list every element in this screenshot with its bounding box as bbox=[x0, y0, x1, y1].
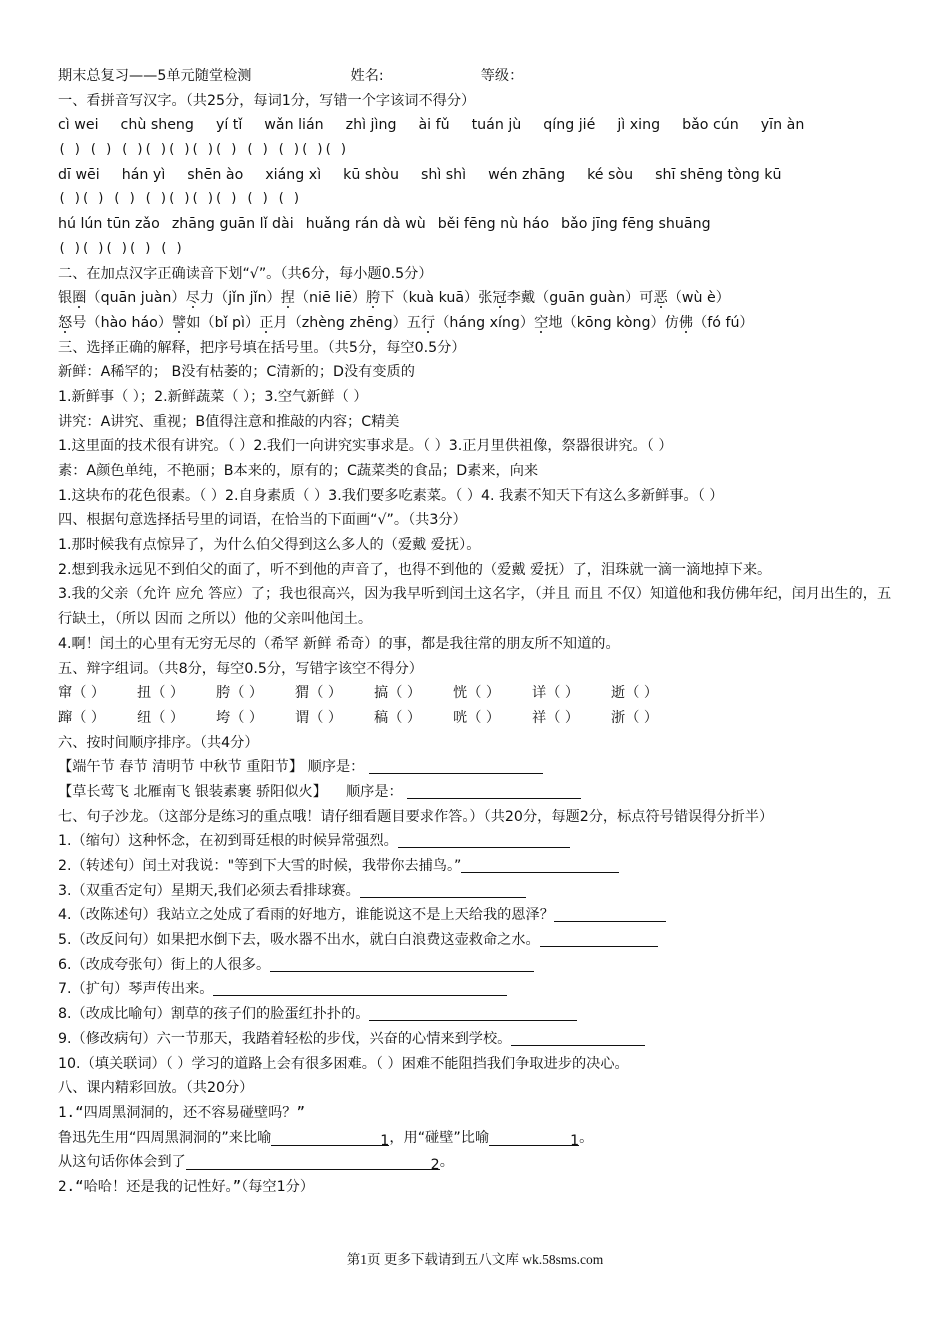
s7-q5-text: 5.（改反问句）如果把水倒下去，吸水器不出水，就白白浪费这壶救命之水。 bbox=[58, 932, 540, 949]
pinyin-item: ài fǔ bbox=[418, 117, 450, 134]
dotted-character: 冠 bbox=[492, 290, 507, 307]
pinyin-item: ké sòu bbox=[587, 166, 634, 183]
pinyin-item: yí tǐ bbox=[215, 117, 243, 134]
word-group-blank[interactable]: 恍（ ） bbox=[453, 685, 501, 702]
s8-q1-line-a bbox=[58, 1126, 898, 1151]
s8-q1a-blank[interactable] bbox=[271, 1129, 390, 1149]
reading-item-options: （quān juàn） bbox=[86, 290, 186, 307]
reading-item[interactable] bbox=[281, 290, 366, 306]
dotted-character: 譬 bbox=[172, 314, 187, 331]
s3-jiangjiu-definitions: 讲究：A讲究、重视；B值得注意和推敲的内容；C精美 bbox=[58, 413, 400, 430]
pinyin-item: xiáng xì bbox=[265, 166, 322, 183]
reading-item-prefix: 仿 bbox=[664, 314, 679, 331]
s4-question-2[interactable]: 2.想到我永远见不到伯父的面了，听不到他的声音了，也得不到他的（爱戴 爱抚）了，泪珠就一滴一滴地掉下来。 bbox=[58, 561, 772, 578]
reading-item-options: 下（kuà kuā） bbox=[380, 290, 479, 307]
reading-item-options: 李戴（guān guàn） bbox=[506, 290, 640, 307]
name-label: 姓名: bbox=[350, 68, 384, 84]
dotted-character: 正 bbox=[259, 314, 274, 331]
s6-heading: 六、按时间顺序排序。（共4分） bbox=[58, 734, 259, 751]
s6-order-label-1: 顺序是： bbox=[307, 759, 365, 776]
s7-q1 bbox=[58, 829, 898, 854]
s5-heading: 五、辩字组词。（共8分，每空0.5分，写错字该空不得分） bbox=[58, 660, 423, 677]
dotted-character: 捏 bbox=[280, 290, 295, 307]
dotted-character: 圈 bbox=[72, 290, 87, 307]
s6-answer-blank-1[interactable] bbox=[369, 757, 543, 774]
s3-xinxian-questions[interactable]: 1.新鲜事（ ）；2.新鲜蔬菜（ ）；3.空气新鲜（ ） bbox=[58, 388, 368, 405]
word-group-blank[interactable]: 祥（ ） bbox=[532, 709, 580, 726]
word-group-blank[interactable]: 稿（ ） bbox=[374, 709, 422, 726]
pinyin-item: huǎng rán dà wù bbox=[305, 216, 426, 233]
s8-q1c-score: 2 bbox=[430, 1157, 440, 1174]
header-line bbox=[58, 64, 898, 89]
s7-q6 bbox=[58, 953, 898, 978]
word-group-blank[interactable]: 咣（ ） bbox=[453, 709, 501, 726]
reading-item[interactable] bbox=[407, 315, 534, 331]
pinyin-item: bǎo cún bbox=[682, 117, 739, 134]
s7-q9-text: 9.（修改病句）六一节那天，我踏着轻松的步伐，兴奋的心情来到学校。 bbox=[58, 1030, 512, 1047]
s3-su-definitions: 素：A颜色单纯，不艳丽；B本来的，原有的；C蔬菜类的食品；D素来，向来 bbox=[58, 463, 539, 479]
pinyin-item: shì shì bbox=[420, 166, 467, 183]
s6-item-2 bbox=[58, 780, 898, 805]
s8-q1a-mid: ，用“碰壁”比喻 bbox=[389, 1129, 490, 1146]
s8-q1b-text: 从这句话你体会到了 bbox=[58, 1154, 186, 1171]
s7-q4-text: 4.（改陈述句）我站立之处成了看雨的好地方，谁能说这不是上天给我的恩泽？ bbox=[58, 907, 554, 924]
word-group-blank[interactable]: 扭（ ） bbox=[137, 685, 185, 702]
s7-q5 bbox=[58, 928, 898, 953]
s7-q1-text: 1.（缩句）这种怀念，在初到哥廷根的时候异常强烈。 bbox=[58, 833, 398, 850]
grade-label: 等级： bbox=[480, 68, 524, 84]
document bbox=[58, 64, 898, 1200]
dotted-character: 行 bbox=[421, 314, 436, 331]
s6-item-1 bbox=[58, 755, 898, 780]
s7-q3-text: 3.（双重否定句）星期天,我们必须去看排球赛。 bbox=[58, 882, 360, 899]
reading-item-prefix: 银 bbox=[58, 290, 73, 307]
pinyin-item: tuán jù bbox=[471, 117, 522, 134]
s3-jiangjiu-questions[interactable]: 1.这里面的技术很有讲究。（ ）2.我们一向讲究实事求是。（ ）3.正月里供祖像，祭器很讲究。（ ） bbox=[58, 438, 673, 455]
dotted-character: 尽 bbox=[185, 290, 200, 307]
reading-item[interactable] bbox=[366, 290, 478, 306]
word-group-blank[interactable]: 胯（ ） bbox=[216, 685, 264, 702]
pinyin-item: jì xing bbox=[617, 117, 661, 134]
s7-heading: 七、句子沙龙。（这部分是练习的重点哦！请仔细看题目要求作答。）（共20分，每题2分，标点符号错误得分折半） bbox=[58, 808, 774, 825]
reading-item-options: （háng xíng） bbox=[435, 314, 535, 331]
s3-su-questions[interactable]: 1.这块布的花色很素。（ ）2.自身素质（ ）3.我们要多吃素菜。（ ）4. 我素不知天下有这么多新鲜事。（ ） bbox=[58, 487, 724, 504]
s8-q1b-score: 1 bbox=[570, 1132, 580, 1149]
word-group-blank[interactable]: 蹿（ ） bbox=[58, 709, 106, 726]
pinyin-item: dī wēi bbox=[58, 166, 100, 183]
s1-pinyin-row-2 bbox=[58, 163, 898, 188]
s1-answer-row-2[interactable]: ( )( ) ( ) ( )( )( )( ) ( ) ( ) bbox=[58, 191, 301, 207]
word-group-blank[interactable]: 垮（ ） bbox=[216, 709, 264, 726]
reading-item-options: 如（bǐ pì） bbox=[186, 314, 260, 331]
reading-item-options: （niē liē） bbox=[294, 290, 367, 307]
word-group-blank[interactable]: 纽（ ） bbox=[137, 709, 185, 726]
s7-q2 bbox=[58, 854, 898, 879]
reading-item-prefix: 可 bbox=[639, 290, 654, 307]
pinyin-item: hú lún tūn zǎo bbox=[58, 216, 160, 233]
s2-heading: 二、在加点汉字正确读音下划“√”。（共6分，每小题0.5分） bbox=[58, 265, 433, 282]
s7-q7 bbox=[58, 977, 898, 1002]
s5-row-2[interactable] bbox=[58, 706, 898, 731]
pinyin-item: wǎn lián bbox=[264, 117, 324, 134]
s4-question-3[interactable]: 3.我的父亲（允许 应允 答应）了；我也很高兴，因为我早听到闰土这名字，（并且 而且 不仅）知道他和我仿佛年纪，闰月出生的，五行缺土，（所以 因而 之所以）他的父亲叫他闰土。 bbox=[58, 586, 892, 628]
s1-pinyin-row-3 bbox=[58, 212, 898, 237]
pinyin-item: zhāng guān lǐ dài bbox=[171, 216, 294, 233]
dotted-character: 空 bbox=[534, 314, 549, 331]
s4-question-1[interactable]: 1.那时候我有点惊异了，为什么伯父得到这么多人的（爱戴 爱抚）。 bbox=[58, 537, 481, 554]
word-group-blank[interactable]: 窜（ ） bbox=[58, 685, 106, 702]
pinyin-item: yīn àn bbox=[760, 117, 805, 134]
s3-xinxian-definitions: 新鲜：A稀罕的； B没有枯萎的；C清新的；D没有变质的 bbox=[58, 364, 415, 381]
s8-q1b-blank[interactable] bbox=[489, 1129, 580, 1149]
s7-q6-text: 6.（改成夸张句）街上的人很多。 bbox=[58, 956, 271, 973]
pinyin-item: bǎo jīng fēng shuāng bbox=[561, 216, 711, 233]
pinyin-item: cì wei bbox=[58, 117, 99, 134]
s8-q1: 1.“四周黑洞洞的，还不容易碰壁吗？” bbox=[58, 1104, 305, 1121]
s3-heading: 三、选择正确的解释，把序号填在括号里。（共5分，每空0.5分） bbox=[58, 339, 466, 356]
s6-festivals: 【端午节 春节 清明节 中秋节 重阳节】 bbox=[58, 759, 304, 776]
s7-q3 bbox=[58, 879, 898, 904]
s7-q3-blank[interactable] bbox=[360, 881, 526, 898]
s7-q7-text: 7.（扩句）琴声传出来。 bbox=[58, 981, 214, 998]
pinyin-item: shēn ào bbox=[187, 166, 244, 183]
word-group-blank[interactable]: 猬（ ） bbox=[295, 685, 343, 702]
s7-q8 bbox=[58, 1002, 898, 1027]
s7-q5-blank[interactable] bbox=[540, 930, 658, 947]
reading-item[interactable] bbox=[534, 315, 665, 331]
reading-item[interactable] bbox=[478, 290, 639, 306]
s6-seasons: 【草长莺飞 北雁南飞 银装素裹 骄阳似火】 bbox=[58, 783, 327, 800]
s7-q9 bbox=[58, 1027, 898, 1052]
reading-item[interactable] bbox=[186, 290, 281, 306]
s7-q4-blank[interactable] bbox=[554, 905, 666, 922]
reading-item[interactable] bbox=[259, 315, 407, 331]
pinyin-item: wén zhāng bbox=[488, 166, 566, 183]
s5-row-1[interactable] bbox=[58, 681, 898, 706]
reading-item-options: 月（zhèng zhēng） bbox=[273, 314, 407, 331]
reading-item-options: 力（jǐn jǐn） bbox=[199, 290, 281, 307]
reading-item[interactable] bbox=[172, 315, 259, 331]
s4-heading: 四、根据句意选择括号里的词语，在恰当的下面画“√”。（共3分） bbox=[58, 512, 467, 529]
dotted-character: 胯 bbox=[366, 290, 381, 307]
exam-title: 期末总复习——5单元随堂检测 bbox=[58, 68, 252, 84]
dotted-character: 恶 bbox=[653, 290, 668, 307]
reading-item[interactable] bbox=[665, 315, 754, 331]
s7-q1-blank[interactable] bbox=[398, 831, 570, 848]
s8-q1-line-b bbox=[58, 1150, 898, 1175]
s7-q9-blank[interactable] bbox=[511, 1029, 645, 1046]
s8-q1a-end: 。 bbox=[579, 1129, 594, 1146]
reading-item-prefix: 五 bbox=[406, 314, 421, 331]
word-group-blank[interactable]: 浙（ ） bbox=[611, 709, 659, 726]
pinyin-item: shī shēng tòng kū bbox=[655, 166, 782, 183]
s8-q2-note: （每空1分） bbox=[241, 1178, 315, 1195]
pinyin-item: qíng jié bbox=[543, 117, 596, 134]
s7-q4 bbox=[58, 903, 898, 928]
s1-answer-row-1[interactable]: ( ) ( ) ( )( )( )( )( ) ( ) ( )( )( ) bbox=[58, 142, 348, 158]
word-group-blank[interactable]: 搞（ ） bbox=[374, 685, 422, 702]
word-group-blank[interactable]: 逝（ ） bbox=[611, 685, 659, 702]
s1-heading: 一、看拼音写汉字。（共25分，每词1分，写错一个字该词不得分） bbox=[58, 92, 476, 109]
s7-q2-text: 2.（转述句）闰土对我说："等到下大雪的时候，我带你去捕鸟。” bbox=[58, 858, 462, 875]
s7-q6-blank[interactable] bbox=[270, 955, 534, 972]
pinyin-item: chù sheng bbox=[120, 117, 194, 134]
s7-q8-blank[interactable] bbox=[369, 1004, 577, 1021]
reading-item[interactable] bbox=[58, 315, 172, 331]
s7-q2-blank[interactable] bbox=[461, 856, 619, 873]
reading-item[interactable] bbox=[58, 290, 186, 306]
word-group-blank[interactable]: 谓（ ） bbox=[295, 709, 343, 726]
s7-q8-text: 8.（改成比喻句）割草的孩子们的脸蛋红扑扑的。 bbox=[58, 1006, 370, 1023]
s2-line-1[interactable] bbox=[58, 286, 898, 311]
s1-pinyin-row-1 bbox=[58, 113, 898, 138]
s8-q1b-end: 。 bbox=[439, 1154, 454, 1171]
pinyin-item: hán yì bbox=[121, 166, 166, 183]
s4-question-4[interactable]: 4.啊！闰土的心里有无穷无尽的（希罕 新鲜 希奇）的事，都是我往常的朋友所不知道的。 bbox=[58, 635, 620, 652]
s7-q10[interactable]: 10.（填关联词）（ ）学习的道路上会有很多困难。（ ）困难不能阻挡我们争取进步的决心。 bbox=[58, 1055, 629, 1072]
page-footer[interactable]: 第1页 更多下载请到五八文库 wk.58sms.com bbox=[346, 1252, 604, 1267]
s6-order-label-2: 顺序是： bbox=[345, 783, 403, 800]
s2-line-2[interactable] bbox=[58, 311, 898, 336]
s1-answer-row-3[interactable]: ( )( )( )( ) ( ) bbox=[58, 240, 184, 256]
s8-q1a-score: 1 bbox=[380, 1132, 390, 1149]
pinyin-item: zhì jìng bbox=[345, 117, 397, 134]
s8-q2-text: 2.“哈哈！还是我的记性好。” bbox=[58, 1178, 242, 1195]
reading-item-options: 号（hào háo） bbox=[72, 314, 173, 331]
reading-item-options: （wù è） bbox=[667, 290, 730, 307]
s8-heading: 八、课内精彩回放。（共20分） bbox=[58, 1080, 254, 1097]
s7-q7-blank[interactable] bbox=[213, 979, 507, 996]
reading-item-prefix: 张 bbox=[478, 290, 493, 307]
reading-item-options: 地（kōng kòng） bbox=[548, 314, 665, 331]
reading-item[interactable] bbox=[639, 290, 730, 306]
reading-item-options: （fó fú） bbox=[693, 314, 754, 331]
pinyin-item: běi fēng nù háo bbox=[437, 216, 549, 233]
dotted-character: 佛 bbox=[678, 314, 694, 331]
dotted-character: 怒 bbox=[58, 314, 73, 331]
s8-q2 bbox=[58, 1175, 898, 1200]
pinyin-item: kū shòu bbox=[343, 166, 399, 183]
s8-q1c-blank[interactable] bbox=[186, 1153, 440, 1174]
word-group-blank[interactable]: 详（ ） bbox=[532, 685, 580, 702]
s8-q1a-text: 鲁迅先生用“四周黑洞洞的”来比喻 bbox=[58, 1129, 272, 1146]
s6-answer-blank-2[interactable] bbox=[407, 782, 581, 799]
